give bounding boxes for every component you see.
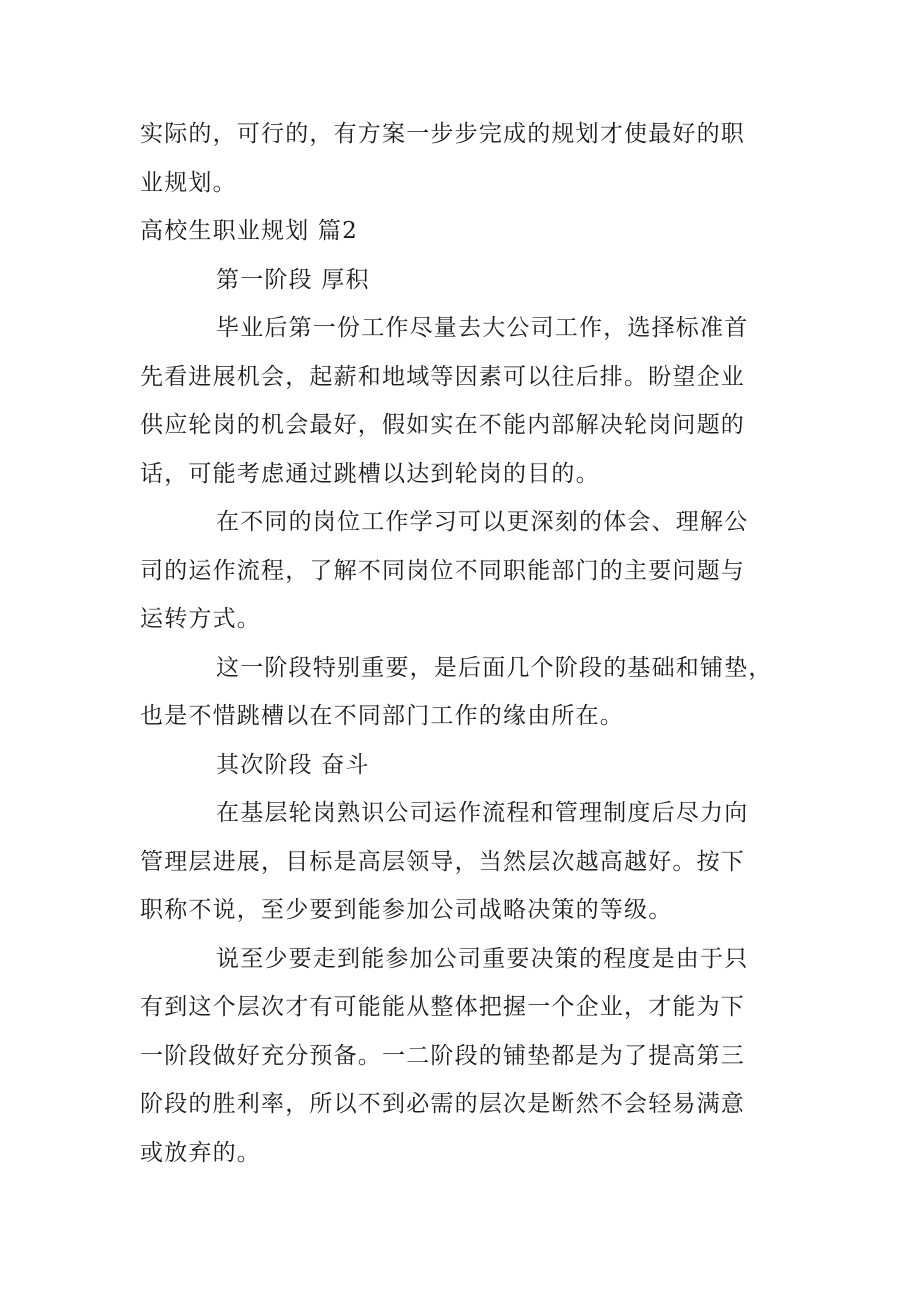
document-body: [140, 110, 780, 1177]
text-line: 先看进展机会，起薪和地域等因素可以往后排。盼望企业: [140, 363, 745, 390]
text-line: 实际的，可行的，有方案一步步完成的规划才使最好的职: [140, 121, 745, 147]
text-line: 这一阶段特别重要，是后面几个阶段的基础和铺垫，: [216, 654, 773, 681]
text-line: 业规划。: [140, 169, 237, 196]
text-line: 司的运作流程，了解不同岗位不同职能部门的主要问题与: [140, 557, 745, 584]
text-line: 管理层进展，目标是高层领导，当然层次越高越好。按下: [140, 848, 745, 875]
text-line: 运转方式。: [140, 606, 261, 632]
text-line: 职称不说，至少要到能参加公司战略决策的等级。: [140, 897, 673, 923]
text-line: 也是不惜跳槽以在不同部门工作的缘由所在。: [140, 703, 624, 729]
text-line: 供应轮岗的机会最好，假如实在不能内部解决轮岗问题的: [140, 412, 745, 438]
text-line: 说至少要走到能参加公司重要决策的程度是由于只: [216, 945, 749, 972]
text-line: 在基层轮岗熟识公司运作流程和管理制度后尽力向: [216, 800, 749, 826]
text-line: 毕业后第一份工作尽量去大公司工作，选择标准首: [216, 315, 749, 341]
text-line: 话，可能考虑通过跳槽以达到轮岗的目的。: [140, 460, 600, 487]
text-line: 阶段的胜利率，所以不到必需的层次是断然不会轻易满意: [140, 1091, 745, 1117]
section-heading: 高校生职业规划 篇2: [140, 218, 358, 244]
text-line: 有到这个层次才有可能能从整体把握一个企业，才能为下: [140, 994, 745, 1020]
stage-heading: 第一阶段 厚积: [216, 266, 370, 293]
stage-heading: 其次阶段 奋斗: [216, 751, 370, 778]
text-line: 或放弃的。: [140, 1139, 261, 1166]
text-line: 在不同的岗位工作学习可以更深刻的体会、理解公: [216, 509, 749, 535]
text-line: 一阶段做好充分预备。一二阶段的铺垫都是为了提高第三: [140, 1042, 745, 1069]
